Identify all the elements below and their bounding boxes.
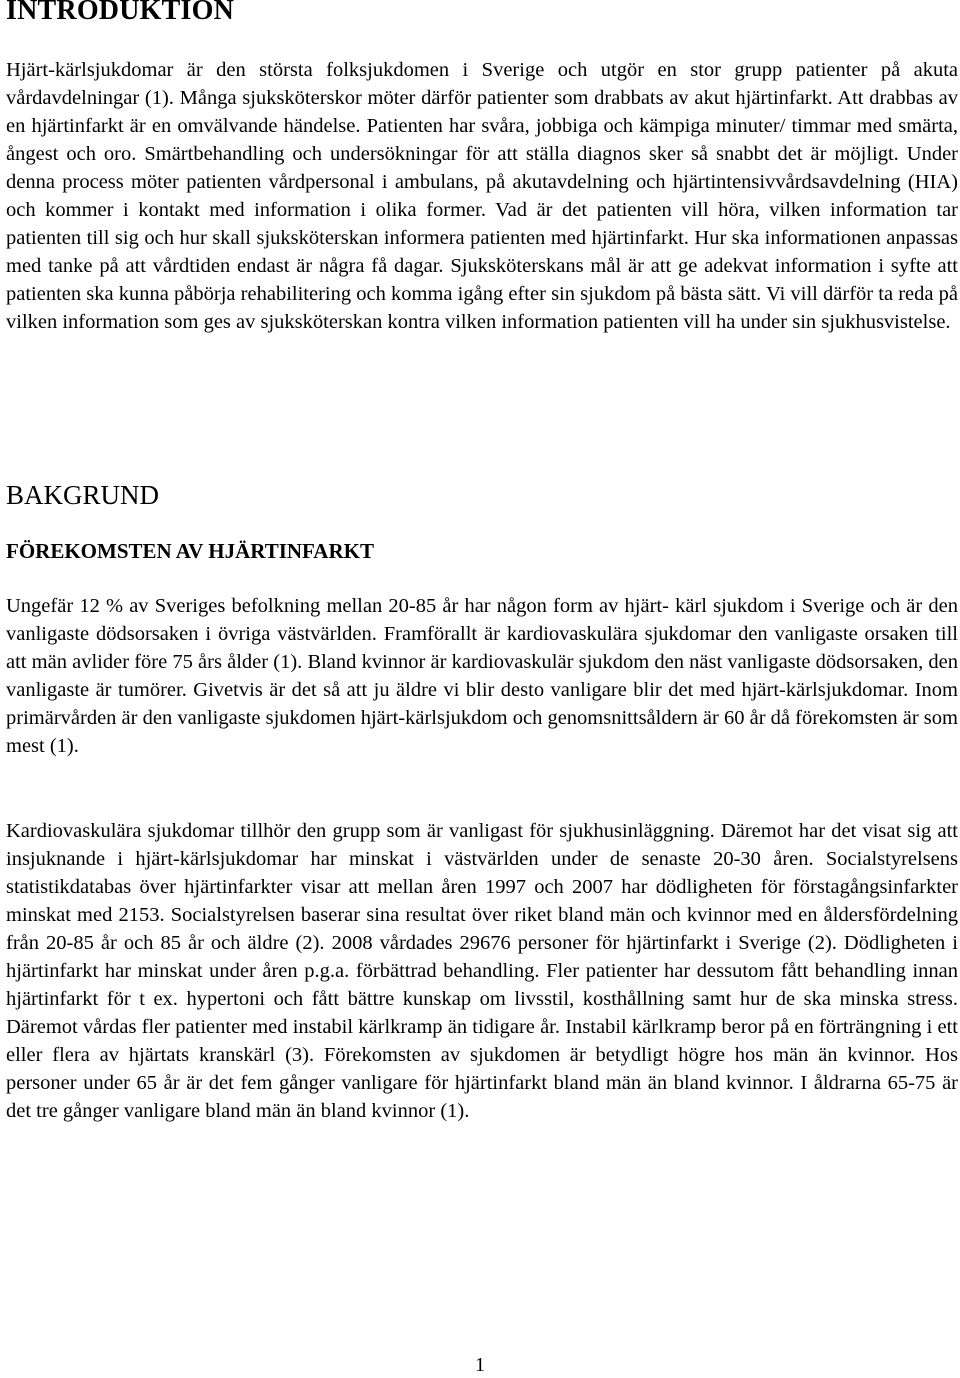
prevalence-paragraph-1: Ungefär 12 % av Sveriges befolkning mellan 20-85 år har någon form av hjärt- kärl sjukdom i Sverige och är den vanligaste dödsorsaken i övriga västvärlden. Framförallt är kardiovaskulära sjukdomar den vanligaste orsaken till att män avlider före 75 års ålder (1). Bland kvinnor är kardiovaskulär sjukdom den näst vanligaste dödsorsaken, den vanligaste är tumörer. Givetvis är det så att ju äldre vi blir desto vanligare blir det med hjärt-kärlsjukdomar. Inom primärvården är den vanligaste sjukdomen hjärt-kärlsjukdom och genomsnittsåldern är 60 år då förekomsten är som mest (1). bbox=[6, 595, 958, 757]
page-number: 1 bbox=[475, 1354, 485, 1376]
background-heading: BAKGRUND bbox=[6, 480, 160, 510]
introduction-paragraph: Hjärt-kärlsjukdomar är den största folksjukdomen i Sverige och utgör en stor grupp patienter på akuta vårdavdelningar (1). Många sjuksköterskor möter därför patienter som drabbats av akut hjärtinfarkt. Att drabbas av en hjärtinfarkt är en omvälvande händelse. Patienten har svåra, jobbiga och kämpiga minuter/ timmar med smärta, ångest och oro. Smärtbehandling och undersökningar för att ställa diagnos sker så snabbt det är möjligt. Under denna process möter patienten vårdpersonal i ambulans, på akutavdelning och hjärtintensivvårdsavdelning (HIA) och kommer i kontakt med information i olika former. Vad är det patienten vill höra, vilken information tar patienten till sig och hur skall sjuksköterskan informera patienten med hjärtinfarkt. Hur ska informationen anpassas med tanke på att vårdtiden endast är några få dagar. Sjuksköterskans mål är att ge adekvat information i syfte att patienten ska kunna påbörja rehabilitering och komma igång efter sin sjukdom på bästa sätt. Vi vill därför ta reda på vilken information som ges av sjuksköterskan kontra vilken information patienten vill ha under sin sjukhusvistelse. bbox=[6, 59, 958, 333]
prevalence-subheading: FÖREKOMSTEN AV HJÄRTINFARKT bbox=[6, 539, 374, 563]
introduction-heading: INTRODUKTION bbox=[6, 0, 234, 26]
prevalence-paragraph-2: Kardiovaskulära sjukdomar tillhör den grupp som är vanligast för sjukhusinläggning. Däremot har det visat sig att insjuknande i hjärt-kärlsjukdomar har minskat i västvärlden under de senaste 20-30 åren. Socialstyrelsens statistikdatabas över hjärtinfarkter visar att mellan åren 1997 och 2007 har dödligheten för förstagångsinfarkter minskat med 2153. Socialstyrelsen baserar sina resultat över riket bland män och kvinnor med en åldersfördelning från 20-85 år och 85 år och äldre (2). 2008 vårdades 29676 personer för hjärtinfarkt i Sverige (2). Dödligheten i hjärtinfarkt har minskat under åren p.g.a. förbättrad behandling. Fler patienter har dessutom fått behandling innan hjärtinfarkt för t ex. hypertoni och fått bättre kunskap om livsstil, kosthållning samt hur de ska minska stress. Däremot vårdas fler patienter med instabil kärlkramp än tidigare år. Instabil kärlkramp beror på en förträngning i ett eller flera av hjärtats kranskärl (3). Förekomsten av sjukdomen är betydligt högre hos män än kvinnor. Hos personer under 65 år är det fem gånger vanligare för hjärtinfarkt bland män än bland kvinnor. I åldrarna 65-75 är det tre gånger vanligare bland män än bland kvinnor (1). bbox=[6, 820, 958, 1122]
